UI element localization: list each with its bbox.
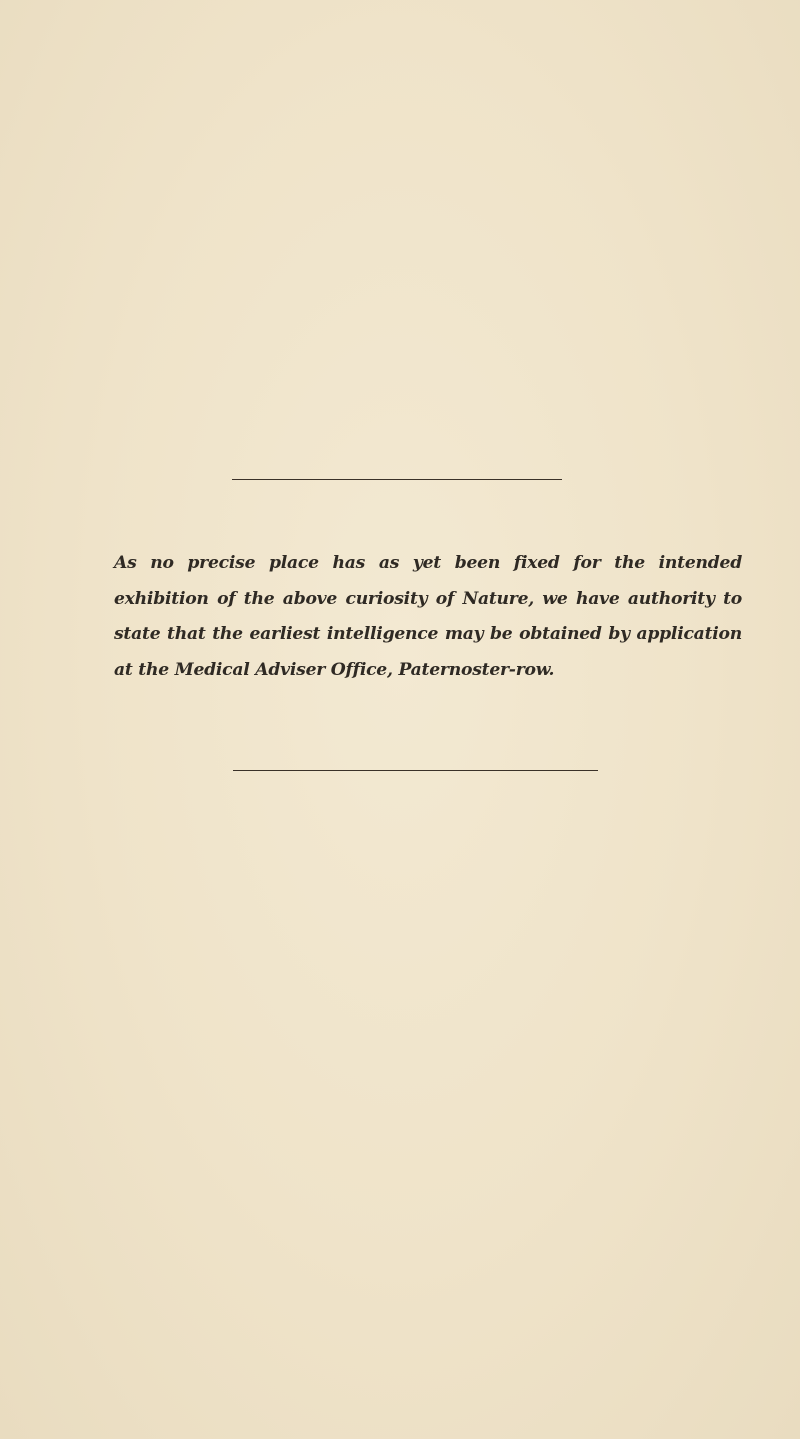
top-divider-rule	[232, 479, 562, 480]
notice-paragraph: As no precise place has as yet been fixed for the intended exhibition of the above curiosity of Nature, we have authority to state that the earliest intelligence may be obtained by application at the Medical Adviser Office, Paternoster-row.	[114, 553, 742, 680]
bottom-divider-rule	[233, 770, 598, 771]
